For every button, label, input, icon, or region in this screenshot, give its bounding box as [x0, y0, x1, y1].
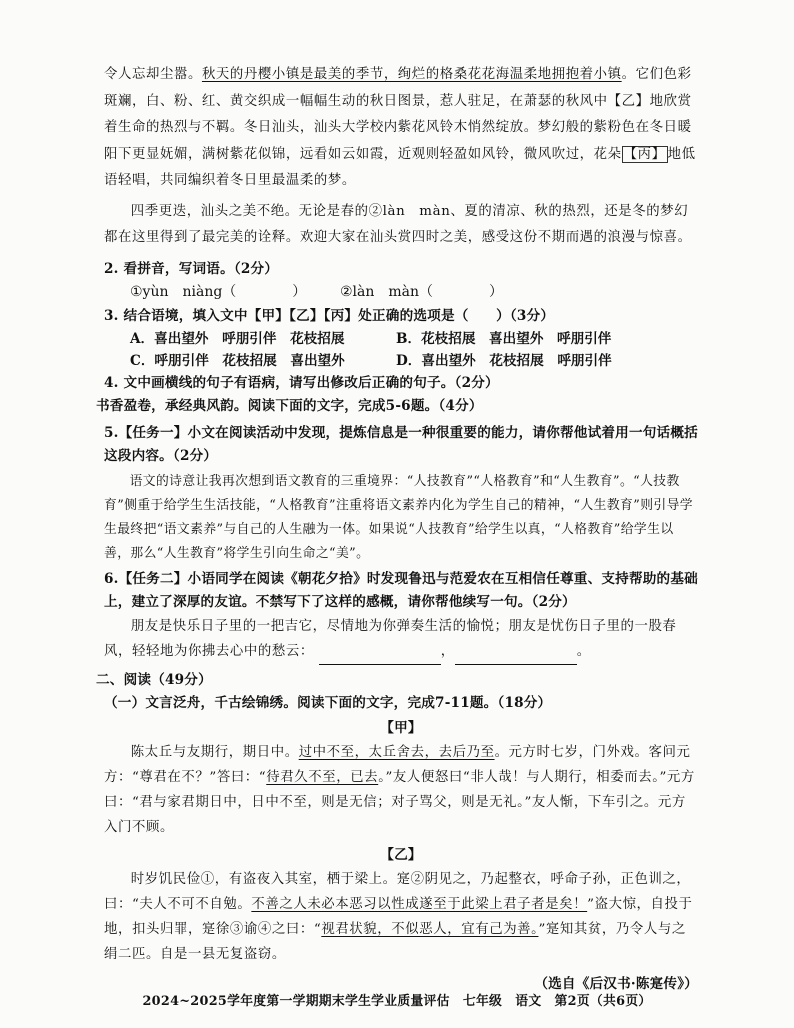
page-footer: 2024~2025学年度第一学期期末学生学业质量评估 七年级 语文 第2页（共6页） — [142, 994, 652, 1009]
underlined-sentence: 过中不至，太丘舍去，去后乃至 — [298, 744, 495, 760]
passage-text: ”寔知其贫，乃令人与之绢二匹。自是一县无复盗窃。 — [104, 921, 686, 962]
passage-text: 陈太丘与友期行，期日中。 — [130, 744, 299, 760]
passage-text: 时岁饥民俭①，有盗夜入其室，栖于梁上。寔②阴见之，乃起整衣，呼命子孙，正色训之，曰：“夫人不可不自勉。 — [104, 871, 691, 912]
passage-text: 。”友人便怒曰“非人哉！与人期行，相委而去。”元方曰：“君与家君期日中，日中不至，则是无信；对子骂父，则是无礼。”友人惭，下车引之。元方入门不顾。 — [104, 769, 695, 835]
options-row-1 — [104, 328, 698, 350]
period: 。 — [576, 643, 591, 659]
option-d: D．喜出望外 花枝招展 呼朋引伴 — [396, 352, 612, 369]
blank-mark-yi: 【乙】 — [607, 93, 650, 109]
passage-text: 地欣赏着生命的热烈与不羁。冬日汕头，汕头大学校内紫花风铃木悄然绽放。梦幻般的紫粉色在冬日暖阳下更显妩媚，满树紫花似锦，远看如云如霞，近观则轻盈如风铃，微风吹过，花朵 — [104, 93, 692, 162]
passage-text: 。元方时七岁，门外戏。客问元方：“尊君在不？”答曰：“ — [104, 744, 691, 785]
pinyin-item-2: ②làn màn（ ） — [340, 283, 504, 300]
option-b: B．花枝招展 喜出望外 呼朋引伴 — [396, 330, 612, 347]
text-jia — [104, 740, 698, 840]
text-yi — [104, 867, 698, 967]
question-2: 2. 看拼音，写词语。（2分） — [104, 260, 279, 277]
text-jia-title: 【甲】 — [380, 719, 422, 736]
passage-paragraph-1 — [104, 62, 698, 195]
passage-text: 令人忘却尘嚣。 — [104, 67, 202, 82]
question-6-passage — [104, 614, 698, 665]
underlined-sentence: 待君久不至，已去 — [266, 769, 379, 785]
option-a: A．喜出望外 呼朋引伴 花枝招展 — [130, 330, 345, 347]
passage-text: ”盗大惊，自投于地，扣头归罪，寔徐③谕④之曰：“ — [104, 896, 693, 937]
part2-sub-1: （一）文言泛舟，千古绘锦绣。阅读下面的文字，完成7-11题。（18分） — [104, 694, 552, 711]
underlined-sentence: 视君状貌，不似恶人，宜有己为善。 — [321, 921, 539, 937]
source-citation: （选自《后汉书·陈寔传》） — [534, 975, 698, 992]
part2-heading: 二、阅读（49分） — [96, 671, 212, 688]
options-row-2 — [104, 350, 698, 372]
text-yi-title: 【乙】 — [380, 846, 422, 863]
pinyin-row — [104, 281, 698, 303]
question-4: 4. 文中画横线的句子有语病，请写出修改后正确的句子。（2分） — [104, 374, 499, 391]
underlined-sentence: 不善之人未必本恶习以性成遂至于此梁上君子者是矣！ — [251, 896, 588, 912]
answer-blank-2[interactable] — [455, 639, 577, 665]
passage-text: 。它们色彩斑斓，白、粉、红、黄交织成一幅幅生动的秋日图景，惹人驻足，在萧瑟的秋风中 — [104, 67, 692, 109]
section-intro: 书香盈卷，承经典风韵。阅读下面的文字，完成5-6题。（4分） — [96, 397, 483, 414]
comma: ， — [440, 643, 455, 659]
passage-paragraph-2: 四季更迭，汕头之美不绝。无论是春的②làn màn、夏的清凉、秋的热烈，还是冬的梦幻都在这里得到了最完美的诠释。欢迎大家在汕头赏四时之美，感受这份不期而遇的浪漫与惊喜。 — [104, 203, 692, 245]
question-6-prompt: 朋友是快乐日子里的一把吉它，尽情地为你弹奏生活的愉悦；朋友是忧伤日子里的一股春风，轻轻地为你拂去心中的愁云： — [104, 618, 677, 659]
option-c: C．呼朋引伴 花枝招展 喜出望外 — [130, 352, 345, 369]
question-3: 3. 结合语境，填入文中【甲】【乙】【丙】处正确的选项是（ ）（3分） — [104, 307, 555, 324]
question-5-passage: 语文的诗意让我再次想到语文教育的三重境界：“人技教育”“人格教育”和“人生教育”。“人技教育”侧重于给学生生活技能，“人格教育”注重将语文素养内化为学生自己的精神，“人生教育”则引导学生最终把“语文素养”与自己的人生融为一体。如果说“人技教育”给学生以真，“人格教育”给学生以善，那么“人生教育”将学生引向生命之“美”。 — [104, 473, 693, 561]
question-6: 6.【任务二】小语同学在阅读《朝花夕拾》时发现鲁迅与范爱农在互相信任尊重、支持帮助的基础上，建立了深厚的友谊。不禁写下了这样的感概，请你帮他续写一句。（2分） — [104, 570, 698, 610]
underlined-sentence: 秋天的丹樱小镇是最美的季节，绚烂的格桑花花海温柔地拥抱着小镇 — [201, 67, 622, 82]
passage-text: 地低语轻唱，共同编织着冬日里最温柔的梦。 — [104, 146, 696, 188]
blank-mark-bing: 【丙】 — [623, 146, 666, 162]
answer-blank-1[interactable] — [319, 639, 441, 665]
pinyin-item-1: ①yùn niàng（ ） — [130, 283, 307, 300]
question-5: 5.【任务一】小文在阅读活动中发现，提炼信息是一种很重要的能力，请你帮他试着用一句话概括这段内容。（2分） — [104, 424, 698, 464]
